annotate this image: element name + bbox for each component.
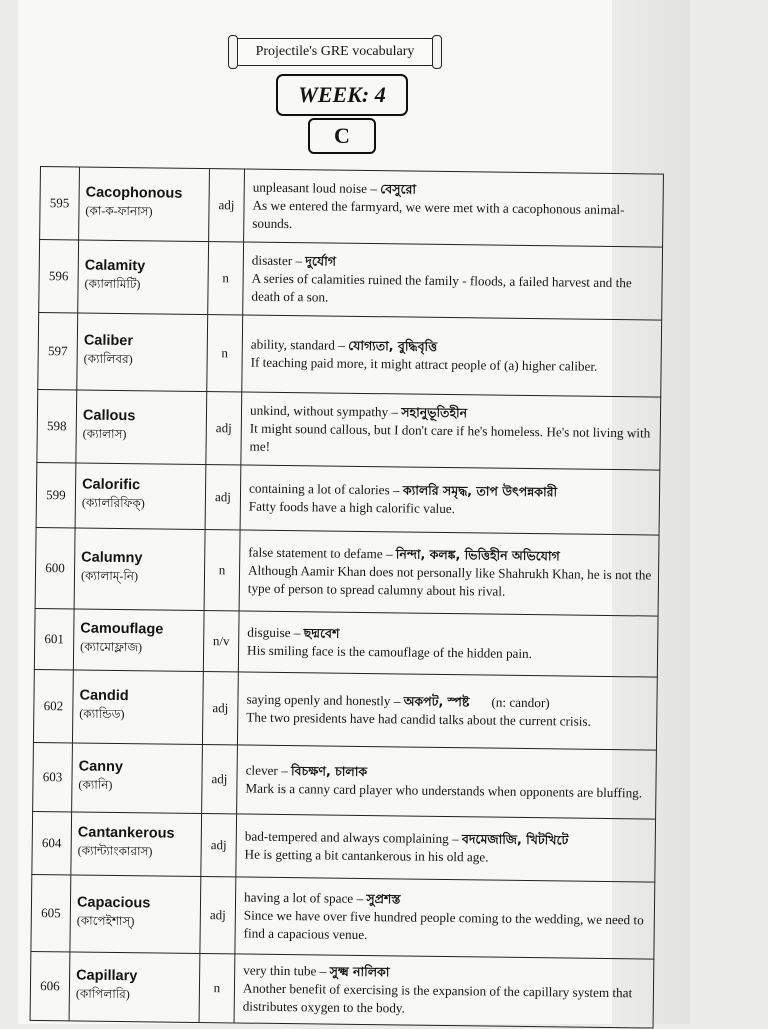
english-meaning: false statement to defame	[248, 544, 383, 561]
headword: Cantankerous	[77, 824, 175, 842]
definition-cell	[242, 315, 661, 396]
example-sentence: Mark is a canny card player who understands when opponents are bluffing.	[245, 780, 643, 801]
word-cell	[71, 812, 202, 876]
english-meaning: clever	[245, 762, 278, 778]
pronunciation: (ক্যালাস)	[82, 426, 127, 442]
definition-cell	[236, 814, 655, 881]
headword: Calorific	[82, 476, 141, 494]
bangla-meaning: দুর্যোগ	[305, 252, 337, 269]
bangla-meaning: সুক্ষ্ম নালিকা	[329, 963, 390, 980]
entry-number: 599	[37, 463, 77, 527]
example-sentence: Although Aamir Khan does not personally like Shahrukh Khan, he is not the type of person to spread calumny about his rival.	[247, 562, 652, 599]
english-meaning: ability, standard	[250, 336, 336, 353]
english-meaning: unpleasant loud noise	[252, 179, 368, 196]
headword: Camouflage	[80, 620, 164, 638]
bangla-meaning: ছদ্মবেশ	[303, 625, 340, 641]
definition-cell	[238, 672, 657, 749]
example-sentence: Since we have over five hundred people coming to the wedding, we need to find a capacious venue.	[243, 907, 644, 943]
definition-line	[244, 888, 401, 908]
vocab-row	[37, 313, 662, 398]
english-meaning: unkind, without sympathy	[249, 402, 389, 419]
definition-cell	[235, 877, 654, 958]
word-cell	[75, 528, 206, 610]
entry-number: 601	[35, 609, 75, 669]
definition-line	[246, 761, 368, 781]
pronunciation: (ক্যালাম্-নি)	[80, 568, 139, 584]
example-sentence: His smiling face is the camouflage of the hidden pain.	[247, 642, 533, 662]
pronunciation: (ক্যামোফ্লাজ)	[80, 639, 143, 655]
example-sentence: As we entered the farmyard, we were met with a cacophonous animal-sounds.	[252, 197, 625, 232]
bangla-meaning: অকপট, স্পষ্ট	[403, 693, 470, 710]
dash-separator: –	[353, 890, 367, 906]
pronunciation: (ক্যালামিটি)	[84, 276, 141, 292]
pronunciation: (কাপেইশাস্)	[76, 913, 135, 929]
pronunciation: (কা-ক-ফানাস)	[85, 203, 153, 219]
headword: Cacophonous	[85, 184, 183, 202]
english-meaning: disguise	[247, 624, 291, 640]
vocab-row	[36, 463, 661, 536]
entry-number: 600	[36, 528, 76, 608]
word-cell	[72, 743, 203, 813]
pronunciation: (ক্যালিবর)	[83, 351, 133, 367]
part-of-speech: adj	[200, 877, 236, 953]
part-of-speech: adj	[203, 672, 239, 744]
example-sentence: He is getting a bit cantankerous in his old age.	[244, 846, 489, 865]
headword: Calamity	[84, 257, 146, 275]
vocab-row	[36, 390, 661, 471]
dash-separator: –	[389, 482, 403, 498]
headword: Callous	[82, 407, 136, 425]
entry-number: 595	[40, 167, 80, 239]
entry-number: 598	[37, 390, 77, 462]
part-of-speech: n	[200, 954, 236, 1022]
definition-cell	[235, 954, 654, 1027]
bangla-meaning: সহানুভূতিহীন	[401, 404, 468, 420]
entry-number: 606	[31, 952, 71, 1020]
entry-number: 596	[39, 240, 79, 312]
bangla-meaning: বেসুরো	[380, 180, 417, 197]
part-of-speech: adj	[206, 392, 242, 464]
vocab-row	[38, 240, 663, 321]
example-sentence: The two presidents have had candid talks about the current crisis.	[246, 709, 591, 729]
part-of-speech: n/v	[204, 611, 240, 671]
headword: Calumny	[81, 549, 143, 567]
dash-separator: –	[448, 830, 463, 846]
week-heading: WEEK: 4	[276, 74, 408, 116]
headword: Canny	[78, 758, 124, 776]
word-cell	[73, 670, 204, 744]
definition-line	[247, 623, 339, 642]
definition-cell	[239, 611, 658, 676]
example-sentence: If teaching paid more, it might attract people of (a) higher caliber.	[250, 354, 598, 374]
definition-cell	[240, 530, 659, 615]
part-of-speech: n	[207, 315, 243, 391]
headword: Capillary	[76, 967, 138, 985]
definition-cell	[244, 170, 663, 247]
dash-separator: –	[390, 693, 404, 709]
pronunciation: (ক্যালরিফিক্)	[81, 495, 145, 511]
part-of-speech: n	[205, 530, 241, 610]
definition-cell	[241, 465, 660, 534]
related-form: (n: candor)	[491, 694, 550, 711]
entry-number: 597	[38, 313, 78, 389]
english-meaning: bad-tempered and always complaining	[244, 828, 449, 846]
part-of-speech: adj	[206, 465, 242, 529]
part-of-speech: adj	[202, 745, 238, 813]
english-meaning: very thin tube	[243, 962, 317, 979]
entry-number: 602	[34, 670, 74, 742]
dash-separator: –	[334, 337, 349, 353]
part-of-speech: n	[208, 242, 244, 314]
pronunciation: (কাপিলারি)	[75, 986, 130, 1002]
english-meaning: having a lot of space	[243, 889, 354, 906]
definition-cell	[241, 392, 660, 469]
vocab-row	[35, 528, 660, 617]
entry-number: 604	[32, 812, 72, 874]
english-meaning: disaster	[251, 252, 293, 268]
example-sentence: A series of calamities ruined the family - floods, a failed harvest and the death of a son.	[251, 270, 632, 305]
word-cell	[77, 313, 208, 391]
vocabulary-table	[30, 166, 664, 1029]
example-sentence: Another benefit of exercising is the expansion of the capillary system that distributes oxygen to the body.	[242, 980, 633, 1016]
vocab-row	[30, 875, 655, 960]
word-cell	[70, 875, 201, 953]
definition-cell	[237, 745, 656, 818]
word-cell	[76, 463, 207, 529]
definition-line	[243, 961, 389, 981]
vocab-row	[39, 167, 664, 248]
part-of-speech: adj	[201, 814, 237, 876]
entry-number: 603	[33, 743, 73, 811]
dash-separator: –	[316, 963, 330, 979]
dash-separator: –	[290, 624, 304, 641]
word-cell	[76, 390, 207, 464]
word-cell	[70, 952, 201, 1022]
entry-number: 605	[31, 875, 71, 951]
example-sentence: It might sound callous, but I don't care if he's homeless. He's not living with me!	[249, 420, 651, 454]
dash-separator: –	[292, 252, 306, 268]
headword: Capacious	[76, 894, 151, 912]
vocab-row	[34, 609, 659, 678]
word-cell	[78, 240, 209, 314]
english-meaning: containing a lot of calories	[248, 480, 390, 498]
pronunciation: (ক্যানি)	[78, 777, 113, 792]
bangla-meaning: নিন্দা, কলঙ্ক, ভিত্তিহীন অভিযোগ	[395, 546, 560, 564]
headword: Candid	[79, 687, 129, 705]
bangla-meaning: যোগ্যতা, বুদ্ধিবৃত্তি	[348, 337, 438, 354]
vocab-row	[31, 812, 656, 883]
part-of-speech: adj	[209, 169, 245, 241]
dash-separator: –	[388, 403, 402, 420]
english-meaning: saying openly and honestly	[246, 691, 391, 709]
vocab-row	[33, 670, 658, 751]
headword: Caliber	[83, 332, 134, 350]
vocab-row	[32, 743, 657, 820]
book-title-banner: Projectile's GRE vocabulary	[236, 38, 434, 66]
bangla-meaning: বদমেজাজি, খিটখিটে	[461, 830, 569, 848]
word-cell	[79, 167, 210, 241]
bangla-meaning: সুপ্রশস্ত	[366, 890, 401, 907]
example-sentence: Fatty foods have a high calorific value.	[248, 498, 456, 517]
pronunciation: (ক্যান্ট্যাংকারাস)	[77, 843, 153, 859]
definition-line	[251, 335, 438, 355]
vocab-row	[30, 952, 655, 1029]
dash-separator: –	[366, 180, 381, 196]
letter-heading: C	[308, 118, 376, 154]
definition-line	[252, 251, 336, 270]
bangla-meaning: ক্যালরি সমৃদ্ধ, তাপ উৎপন্নকারী	[402, 482, 558, 500]
bangla-meaning: বিচক্ষণ, চালাক	[290, 762, 368, 779]
pronunciation: (ক্যান্ডিড)	[79, 706, 125, 722]
dash-separator: –	[382, 545, 396, 562]
definition-line	[253, 178, 416, 198]
definition-cell	[243, 242, 662, 319]
dash-separator: –	[277, 762, 292, 778]
word-cell	[74, 609, 205, 671]
